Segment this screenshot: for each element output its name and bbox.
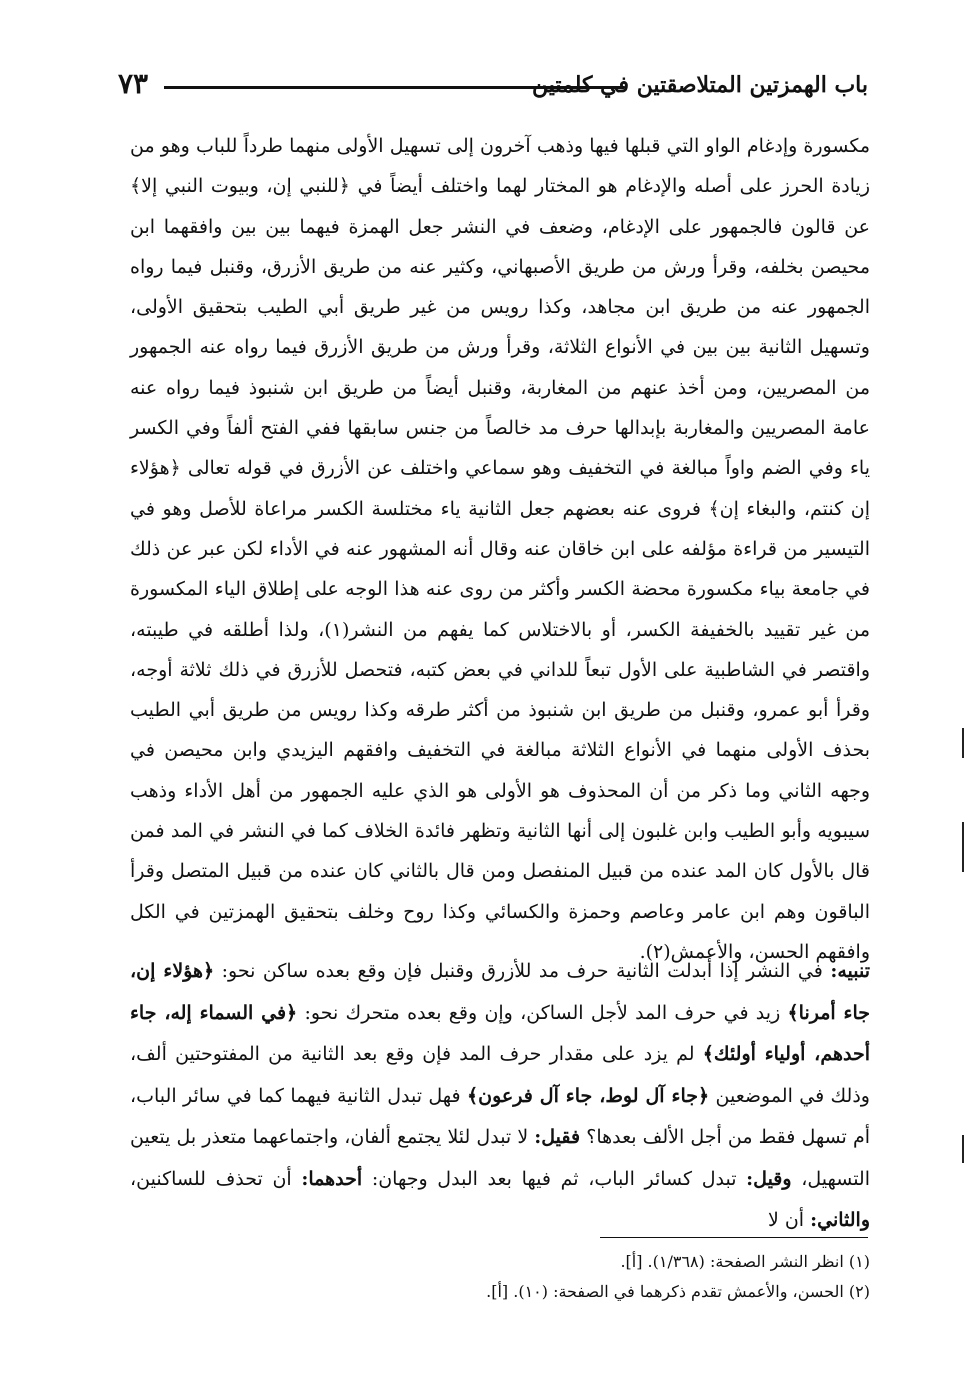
note-text: أن تحذف للساكنين، xyxy=(130,1167,302,1190)
running-header xyxy=(118,66,868,106)
note-text: لا تبدل لئلا يجتمع ألفان، واجتماعهما متعذر بل يتعين التسهيل، xyxy=(130,1126,870,1190)
scan-margin-mark xyxy=(962,728,964,758)
note-text: فهل تبدل الثانية فيهما كما في سائر الباب، أم تسهل فقط من أجل الألف بعدها؟ xyxy=(130,1084,870,1148)
quran-quote: ﴿في السماء إله، جاء أحدهم، أولياء أولئك﴾ xyxy=(130,1001,870,1065)
note-label: أحدهما: xyxy=(301,1167,363,1190)
note-text: في النشر إذا أبدلت الثانية حرف مد للأزرق وقنبل فإن وقع بعده ساكن نحو: xyxy=(214,960,831,982)
footnote-2: (٢) الحسن، والأعمش تقدم ذكرهما في الصفحة: (١٠). [أ]. xyxy=(486,1282,870,1301)
note-text: أن لا xyxy=(767,1209,811,1231)
main-text xyxy=(130,126,870,972)
page-number: ٧٣ xyxy=(118,67,149,100)
main-paragraph: مكسورة وإدغام الواو التي قبلها فيها وذهب آخرون إلى تسهيل الأولى منهما طرداً للباب وهو من زيادة الحرز على أصله والإدغام هو المختار لهما واختلف أيضاً في ﴿للنبي إن، وبيوت النبي إلا﴾ عن قالون فالجمهور على الإدغام، وضعف في النشر جعل الهمزة فيهما بين بين وافقهما ابن محيصن بخلفه، وقرأ ورش من طريق الأصبهاني، وكثير عنه من طريق الأزرق، وقنبل فيما رواه الجمهور عنه من طريق ابن مجاهد، وكذا رويس من غير طريق أبي الطيب بتحقيق الأولى، وتسهيل الثانية بين بين في الأنواع الثلاثة، وقرأ ورش من طريق الأزرق فيما رواه عنه الجمهور من المصريين، ومن أخذ عنهم من المغاربة، وقنبل أيضاً من طريق ابن شنبوذ فيما رواه عنه عامة المصريين والمغاربة بإبدالها حرف مد خالصاً من جنس سابقها ففي الفتح ألفاً وفي الكسر ياء وفي الضم واواً مبالغة في التخفيف وهو سماعي واختلف عن الأزرق في قوله تعالى ﴿هؤلاء إن كنتم، والبغاء إن﴾ فروى عنه بعضهم جعل الثانية ياء مختلسة الكسر مراعاة للأصل وهو في التيسير من قراءة مؤلفه على ابن خاقان عنه وقال أنه المشهور عنه في الأداء لكن عبر عن ذلك في جامعة بياء مكسورة محضة الكسر وأكثر من روى عنه هذا الوجه على إطلاق الياء المكسورة من غير تقييد بالخفيفة الكسر، أو بالاختلاس كما يفهم من النشر(١)، ولذا أطلقه في طيبته، واقتصر في الشاطبية على الأول تبعاً للداني في بعض كتبه، فتحصل للأزرق في ذلك ثلاثة أوجه، وقرأ أبو عمرو، وقنبل من طريق ابن شنبوذ من أكثر طرقه وكذا رويس من طريق أبي الطيب بحذف الأولى منهما في الأنواع الثلاثة مبالغة في التخفيف وافقهم اليزيدي وابن محيصن في وجهه الثاني وما ذكر من أن المحذوف هو الأولى هو الذي عليه الجمهور من أهل الأداء وذهب سيبويه وأبو الطيب وابن غلبون إلى أنها الثانية وتظهر فائدة الخلاف كما في النشر في المد فمن قال بالأول كان المد عنده من قبيل المنفصل ومن قال بالثاني كان عنده من قبيل المتصل وقرأ الباقون وهم ابن عامر وعاصم وحمزة والكسائي وكذا روح وخلف بتحقيق الهمزتين في الكل وافقهم الحسن، والأعمش(٢). xyxy=(130,135,871,963)
scan-margin-mark xyxy=(962,822,964,872)
footnote-1: (١) انظر النشر الصفحة: (١/٣٦٨). [أ]. xyxy=(620,1252,870,1271)
note-text: زيد في حرف المد لأجل الساكن، وإن وقع بعده متحرك نحو: xyxy=(297,1001,788,1024)
note-text: لم يزد على مقدار حرف المد فإن وقع بعد الثانية من المفتوحتين ألف، وذلك في الموضعين xyxy=(130,1043,870,1107)
footnotes xyxy=(300,1247,870,1307)
quran-quote: ﴿جاء آل لوط، جاء آل فرعون﴾ xyxy=(467,1084,710,1107)
footnote-separator xyxy=(600,1237,868,1238)
note-label: تنبيه: xyxy=(830,960,871,982)
scan-margin-mark xyxy=(962,1135,964,1163)
note-label: فقيل: xyxy=(534,1126,581,1148)
quran-quote: ﴿هؤلاء إن، جاء أمرنا﴾ xyxy=(130,960,871,1024)
note-paragraph xyxy=(130,951,870,1242)
chapter-title: باب الهمزتين المتلاصقتين في كلمتين xyxy=(532,72,868,98)
note-text: تبدل كسائر الباب، ثم فيها بعد البدل وجهان: xyxy=(362,1167,747,1190)
note-label: وقيل: xyxy=(746,1167,792,1190)
note-label: والثاني: xyxy=(810,1209,870,1231)
